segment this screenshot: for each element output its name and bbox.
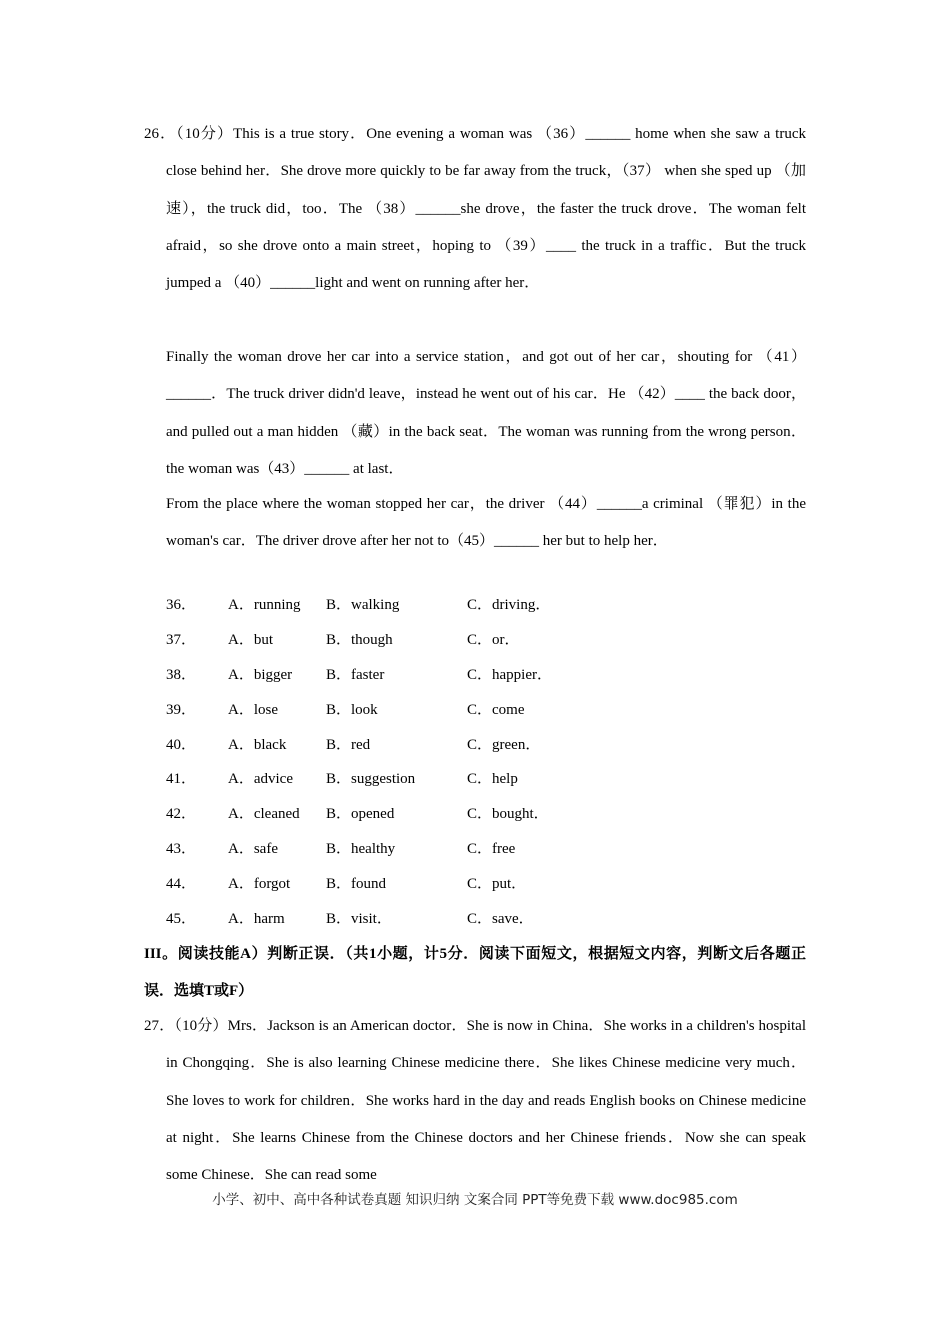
option-row <box>166 623 666 658</box>
option-b: B．look <box>326 701 378 718</box>
option-c: C．put． <box>467 876 527 893</box>
option-row <box>166 588 666 623</box>
option-c: C．save． <box>467 911 534 928</box>
option-a: A．bigger <box>228 666 293 683</box>
q26-paragraph-3: From the place where the woman stopped her car，the driver （44）______a criminal （罪犯）in the woman's car．The driver drove after her not to（45）______ her but to help her． <box>166 496 806 550</box>
option-b: B．red <box>326 736 371 753</box>
option-c: C．come <box>467 701 525 718</box>
option-number: 42． <box>166 806 197 823</box>
q27-paragraph: 27．（10分）Mrs．Jackson is an American doctor．She is now in China．She works in a children's hospital in Chongqing．She is also learning Chinese medicine there．She likes Chinese medicine very much．She loves to work for children．She works hard in the day and reads English books on Chinese medicine at night．She learns Chinese from the Chinese doctors and her Chinese friends．Now she can speak some Chinese．She can read some <box>144 1018 806 1184</box>
option-a: A．advice <box>228 771 293 788</box>
option-b: B．though <box>326 631 393 648</box>
option-c: C．happier． <box>467 666 552 683</box>
section-heading-reading-skill: III。阅读技能A）判断正误．（共1小题，计5分．阅读下面短文，根据短文内容，判断文后各题正误．选填T或F） <box>144 946 806 999</box>
option-a: A．but <box>228 631 274 648</box>
question-27 <box>144 1008 806 1194</box>
option-a: A．forgot <box>228 876 291 893</box>
option-c: C．driving． <box>467 597 551 613</box>
option-row <box>166 902 666 937</box>
option-a: A．running <box>228 597 301 613</box>
option-row <box>166 867 666 902</box>
answer-options <box>166 588 666 937</box>
option-row <box>166 797 666 832</box>
option-a: A．black <box>228 736 287 753</box>
option-b: B．walking <box>326 597 400 613</box>
option-b: B．faster <box>326 666 385 683</box>
option-b: B．visit． <box>326 911 392 928</box>
option-number: 40． <box>166 736 197 753</box>
option-number: 41． <box>166 771 197 788</box>
option-row <box>166 762 666 797</box>
option-b: B．healthy <box>326 841 396 858</box>
option-number: 39． <box>166 701 197 718</box>
option-c: C．or． <box>467 631 520 648</box>
option-a: A．cleaned <box>228 806 300 823</box>
option-b: B．opened <box>326 806 395 823</box>
option-number: 44． <box>166 876 197 893</box>
option-b: B．found <box>326 876 387 893</box>
option-c: C．help <box>467 771 518 788</box>
q26-paragraph-2: Finally the woman drove her car into a service station，and got out of her car，shouting for （41）______．The truck driver didn'd leave，instead he went out of his car．He （42）____ the back door，and pulled out a man hidden （藏）in the back seat．The woman was running from the wrong person．the woman was（43）______ at last． <box>166 349 806 477</box>
option-row <box>166 658 666 693</box>
option-number: 45． <box>166 911 197 928</box>
option-row <box>166 693 666 728</box>
option-number: 36． <box>166 597 197 613</box>
option-c: C．green． <box>467 736 541 753</box>
option-a: A．safe <box>228 841 278 858</box>
page-footer: 小学、初中、高中各种试卷真题 知识归纳 文案合同 PPT等免费下载 www.doc985.com <box>212 1192 738 1208</box>
option-b: B．suggestion <box>326 771 416 788</box>
option-number: 37． <box>166 631 197 648</box>
option-number: 38． <box>166 666 197 683</box>
option-number: 43． <box>166 841 197 858</box>
option-a: A．harm <box>228 911 285 928</box>
option-row <box>166 728 666 763</box>
option-a: A．lose <box>228 701 278 718</box>
option-row <box>166 832 666 867</box>
q26-paragraph-1: 26．（10分）This is a true story．One evening a woman was （36）______ home when she saw a truck close behind her．She drove more quickly to be far away from the truck，（37） when she sped up （加速），the truck did，too．The （38）______she drove，the faster the truck drove．The woman felt afraid，so she drove onto a main street，hoping to （39）____ the truck in a traffic．But the truck jumped a （40）______light and went on running after her． <box>144 126 806 292</box>
option-c: C．free <box>467 841 516 858</box>
question-26 <box>144 116 806 302</box>
option-c: C．bought． <box>467 806 549 823</box>
